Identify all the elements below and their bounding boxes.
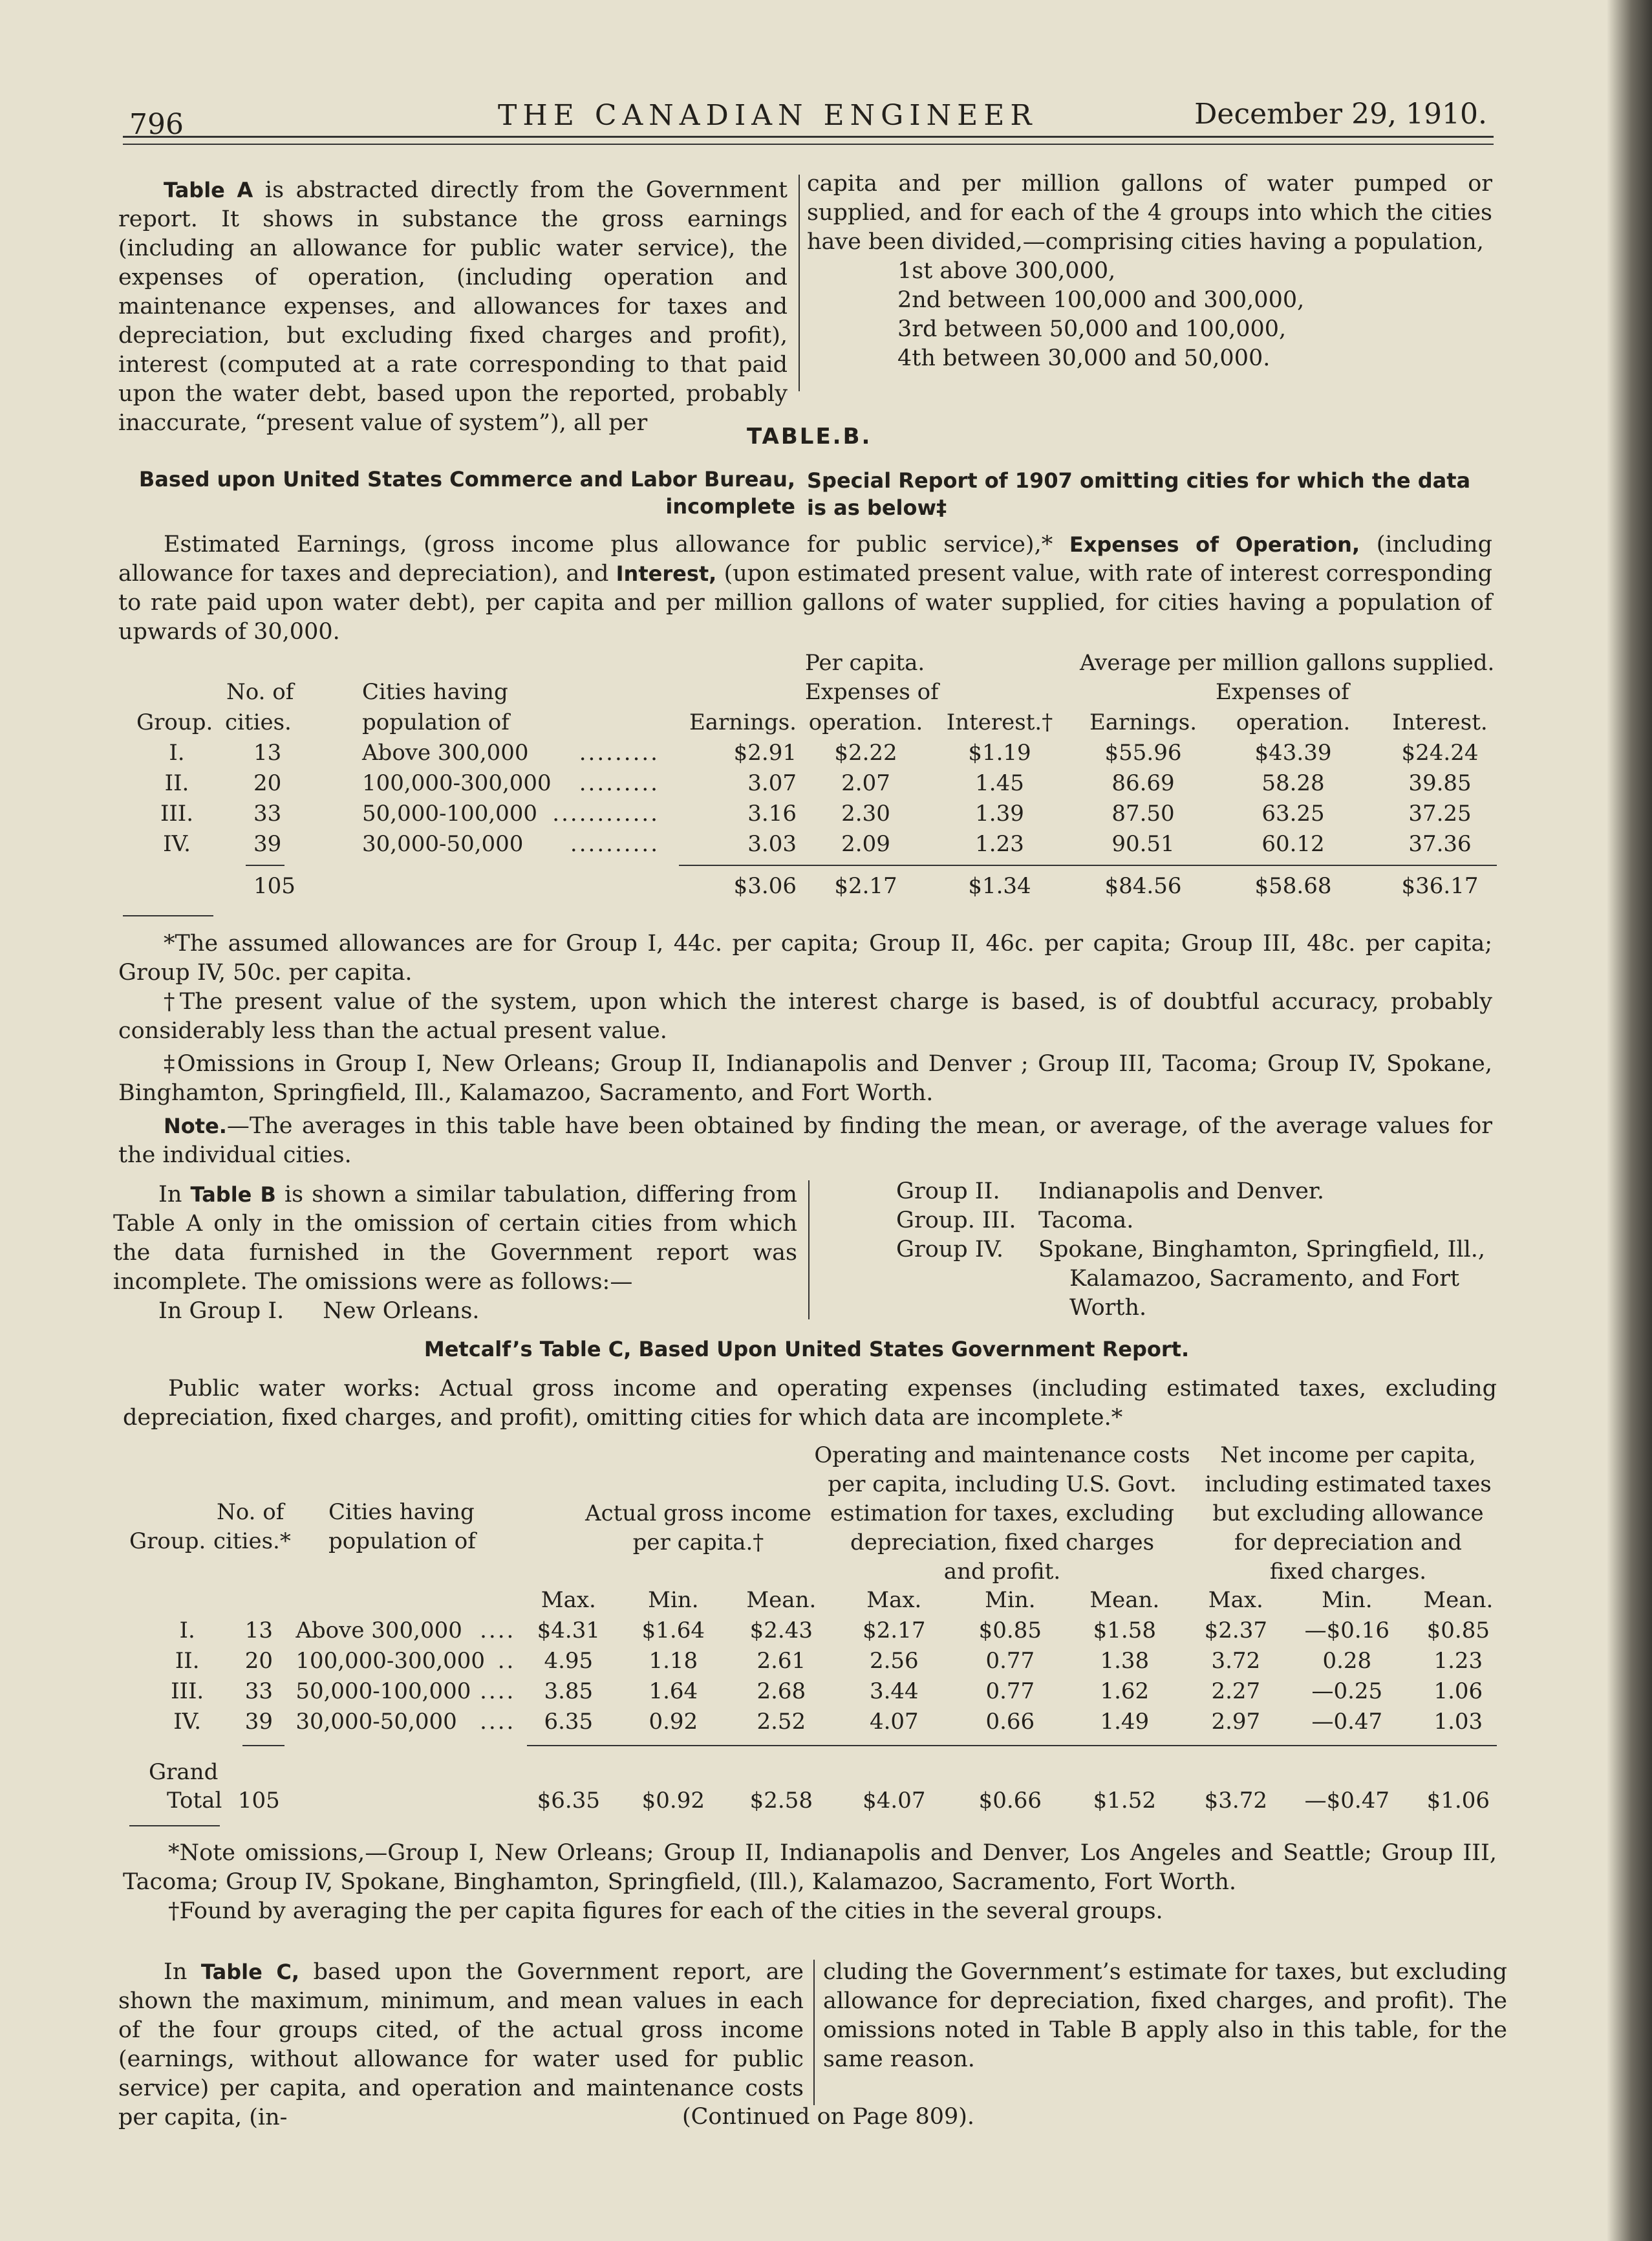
desc-bold-interest: Interest,: [616, 561, 717, 586]
omission-group-3-label: Group. III.: [896, 1207, 1016, 1233]
cell-earnings: 3.03: [747, 830, 797, 857]
closing-right-column: [823, 1958, 1507, 2074]
cell-value: 1.64: [649, 1678, 698, 1704]
cell-value: 2.27: [1211, 1678, 1261, 1704]
total-value: $0.92: [641, 1787, 705, 1813]
journal-title: THE CANADIAN ENGINEER: [498, 99, 1038, 132]
table-c-subheader-row: [149, 1585, 1510, 1615]
omission-group-1-value: New Orleans.: [323, 1298, 480, 1324]
table-row: [133, 737, 1512, 768]
total-m-operation: $58.68: [1254, 873, 1332, 899]
leader-dots: ....: [480, 1678, 516, 1704]
continued-note: (Continued on Page 809).: [682, 2104, 975, 2130]
table-b-heading: TABLE.B.: [747, 424, 872, 449]
net-income-header-1: Net income per capita,: [1220, 1442, 1476, 1468]
table-row: [149, 1706, 1510, 1737]
cell-population: Above 300,000: [295, 1617, 462, 1643]
cell-population: 50,000-100,000: [362, 800, 538, 827]
table-b-intro-b: is shown a similar tabulation, differing from Table A only in the omission of certain cities from which the data furnished in the Government report was incomplete. The omissions were as follows:—: [113, 1182, 797, 1295]
sub-max-op: Max.: [866, 1586, 922, 1613]
col-cities: cities.: [225, 709, 292, 735]
c-footnote-dagger: †Found by averaging the per capita figures for each of the cities in the several groups.: [168, 1898, 1163, 1924]
cell-value: 1.23: [1433, 1647, 1483, 1674]
total-value: $6.35: [537, 1787, 600, 1813]
op-cost-header-2: per capita, including U.S. Govt.: [828, 1471, 1177, 1497]
population-groups: [807, 257, 1492, 373]
cell-value: $2.17: [863, 1617, 926, 1643]
c-cities-rule: [242, 1745, 284, 1746]
leader-dots: ............: [552, 800, 660, 827]
desc-part-2: (including allowance for taxes and depreciation), and: [118, 532, 1493, 587]
intro-left-text: is abstracted directly from the Government report. It shows in substance the gross earnings (including an allowance for public water service), the expenses of operation, (including operation and maintenance expenses, and allowances for taxes and depreciation, but excluding fixed charges and profit), interest (computed at a rate corresponding to that paid upon the water debt, based upon the reported, probably inaccurate, “present value of system”), all per: [118, 177, 788, 436]
cell-m-operation: 58.28: [1261, 770, 1325, 796]
cell-operation: 2.09: [841, 830, 890, 857]
cell-group: II.: [175, 1647, 200, 1674]
op-cost-header-4: depreciation, fixed charges: [850, 1530, 1155, 1555]
cell-value: 2.68: [756, 1678, 806, 1704]
net-income-header-5: fixed charges.: [1269, 1559, 1427, 1585]
cell-earnings: 3.16: [747, 800, 797, 827]
cell-value: 3.72: [1211, 1647, 1261, 1674]
cell-group: III.: [160, 800, 194, 827]
cell-interest: 1.23: [975, 830, 1024, 857]
total-value: $2.58: [749, 1787, 813, 1813]
op-cost-header: [808, 1441, 1196, 1586]
population-group-3: 3rd between 50,000 and 100,000,: [897, 316, 1287, 342]
omission-group-1-label: In Group I.: [158, 1298, 284, 1324]
cell-value: 2.97: [1211, 1708, 1261, 1735]
cell-population: 30,000-50,000: [362, 830, 524, 857]
sub-min-op: Min.: [985, 1586, 1036, 1613]
cell-group: IV.: [173, 1708, 202, 1735]
total-label: Total: [167, 1787, 222, 1813]
c-no-of-header: No. of: [217, 1499, 284, 1525]
header-rule: [123, 136, 1494, 145]
table-row: [149, 1615, 1510, 1645]
cell-value: $0.85: [978, 1617, 1042, 1643]
expenses-of-header-2: Expenses of: [1216, 679, 1349, 705]
op-cost-header-5: and profit.: [943, 1559, 1061, 1585]
cell-cities: 33: [253, 800, 282, 827]
table-c-footnotes: [123, 1839, 1497, 1926]
cell-group: II.: [164, 770, 189, 796]
sub-max-gross: Max.: [541, 1586, 596, 1613]
cell-value: 4.95: [544, 1647, 594, 1674]
cell-group: III.: [171, 1678, 204, 1704]
total-m-interest: $36.17: [1401, 873, 1479, 899]
table-c-description: [123, 1374, 1497, 1433]
cell-value: 2.52: [756, 1708, 806, 1735]
cell-value: —$0.16: [1304, 1617, 1389, 1643]
table-b-intro-a: In: [158, 1182, 191, 1207]
cell-value: 6.35: [544, 1708, 594, 1735]
cell-value: 1.49: [1100, 1708, 1150, 1735]
table-row: [133, 798, 1512, 828]
cell-value: 0.92: [649, 1708, 698, 1735]
cell-value: —0.25: [1311, 1678, 1383, 1704]
intro-right-column: [807, 169, 1492, 373]
cell-m-interest: 37.36: [1408, 830, 1472, 857]
cell-value: 1.03: [1433, 1708, 1483, 1735]
table-row: [149, 1676, 1510, 1706]
c-cities-having-header: Cities having: [328, 1499, 475, 1525]
cell-value: 0.66: [985, 1708, 1035, 1735]
cell-cities: 20: [253, 770, 282, 796]
cell-value: 1.38: [1100, 1647, 1150, 1674]
cell-value: $0.85: [1426, 1617, 1490, 1643]
table-b-subtitle-right: Special Report of 1907 omitting cities for which the data is as below‡: [807, 468, 1471, 520]
cell-group: I.: [179, 1617, 195, 1643]
col-interest: Interest.†: [946, 709, 1053, 735]
cities-having-header: Cities having: [362, 679, 508, 705]
cell-value: $2.43: [749, 1617, 813, 1643]
table-row: [133, 828, 1512, 859]
omission-group-4-value-b: Kalamazoo, Sacramento, and Fort: [1069, 1266, 1460, 1292]
cell-population: 50,000-100,000: [295, 1678, 471, 1704]
cell-m-operation: 60.12: [1261, 830, 1325, 857]
cell-m-interest: 37.25: [1408, 800, 1472, 827]
population-group-1: 1st above 300,000,: [897, 258, 1116, 284]
table-c: [149, 1585, 1510, 1815]
cell-group: I.: [169, 739, 185, 766]
page-number: 796: [129, 108, 184, 141]
omission-group-3-value: Tacoma.: [1038, 1207, 1134, 1233]
cell-cities: 39: [244, 1708, 273, 1735]
cell-value: 1.18: [649, 1647, 698, 1674]
cell-cities: 33: [244, 1678, 273, 1704]
per-capita-header: Per capita.: [805, 650, 925, 676]
cell-cities: 13: [253, 739, 282, 766]
cell-earnings: $2.91: [733, 739, 797, 766]
note-label: Note.: [164, 1114, 227, 1138]
closing-left-b: based upon the Government report, are shown the maximum, minimum, and mean values in each of the four groups cited, of the actual gross income (earnings, without allowance for water used for public service) per capita, and operation and maintenance costs per capita, (in-: [118, 1959, 804, 2130]
footnote-dagger: †The present value of the system, upon which the interest charge is based, is of doubtful accuracy, probably considerably less than the actual present value.: [118, 989, 1492, 1044]
per-million-header: Average per million gallons supplied.: [1080, 650, 1495, 676]
cell-interest: 1.39: [975, 800, 1024, 827]
cell-value: $4.31: [537, 1617, 600, 1643]
cell-population: 100,000-300,000: [362, 770, 552, 796]
closing-left-a: In: [164, 1959, 201, 1985]
cell-operation: $2.22: [834, 739, 897, 766]
closing-right-text: cluding the Government’s estimate for taxes, but excluding allowance for depreciation, fixed charges, and profit). The omissions noted in Table B apply also in this table, for the same reason.: [823, 1959, 1507, 2072]
cities-total-rule: [246, 865, 284, 866]
total-value: —$0.47: [1304, 1787, 1389, 1813]
col-m-earnings: Earnings.: [1089, 709, 1197, 735]
total-value: $0.66: [978, 1787, 1042, 1813]
cell-value: 0.28: [1322, 1647, 1372, 1674]
cell-value: 1.06: [1433, 1678, 1483, 1704]
c-footnote-star: *Note omissions,—Group I, New Orleans; Group II, Indianapolis and Denver, Los Angeles and Seattle; Group III, Tacoma; Group IV, Spokane, Binghamton, Springfield, (Ill.), Kalamazoo, Sacramento, Fort Worth.: [123, 1840, 1497, 1895]
total-interest: $1.34: [968, 873, 1031, 899]
desc-bold-expenses: Expenses of Operation,: [1069, 532, 1360, 557]
sub-mean-net: Mean.: [1423, 1586, 1494, 1613]
cell-population: 30,000-50,000: [295, 1708, 457, 1735]
cell-interest: $1.19: [968, 739, 1031, 766]
total-m-earnings: $84.56: [1104, 873, 1182, 899]
col-m-operation: operation.: [1236, 709, 1351, 735]
table-grand-row: [149, 1737, 1510, 1785]
table-b-text-right: [896, 1177, 1497, 1323]
cell-m-earnings: $55.96: [1104, 739, 1182, 766]
total-value: $1.06: [1426, 1787, 1490, 1813]
cell-value: 2.61: [756, 1647, 806, 1674]
cell-interest: 1.45: [975, 770, 1024, 796]
values-total-rule: [679, 865, 1497, 866]
total-operation: $2.17: [834, 873, 897, 899]
table-row: [133, 768, 1512, 798]
running-header: [123, 94, 1494, 139]
table-b-footnotes: [118, 929, 1492, 1170]
cell-m-interest: 39.85: [1408, 770, 1472, 796]
table-b-header-row: [133, 707, 1512, 737]
cell-value: 1.62: [1100, 1678, 1150, 1704]
table-row: [149, 1645, 1510, 1676]
cell-value: $2.37: [1204, 1617, 1267, 1643]
omission-group-4-label: Group IV.: [896, 1237, 1003, 1262]
cell-m-operation: 63.25: [1261, 800, 1325, 827]
gross-income-header: [556, 1499, 841, 1557]
op-cost-header-1: Operating and maintenance costs: [814, 1442, 1190, 1468]
footnote-star: *The assumed allowances are for Group I, 44c. per capita; Group II, 46c. per capita; Group III, 48c. per capita; Group IV, 50c. per capita.: [118, 931, 1492, 986]
table-b-text-left: [113, 1180, 797, 1326]
desc-part-3: (upon estimated present value, with rate of interest corresponding to rate paid upon water debt), per capita and per million gallons of water supplied, for cities having a population of upwards of 30,000.: [118, 561, 1492, 645]
sub-max-net: Max.: [1208, 1586, 1263, 1613]
table-c-title: Metcalf’s Table C, Based Upon United States Government Report.: [424, 1337, 1190, 1361]
table-a-lead: Table A: [164, 178, 253, 202]
total-value: $3.72: [1204, 1787, 1267, 1813]
cell-operation: 2.07: [841, 770, 890, 796]
population-group-4: 4th between 30,000 and 50,000.: [897, 345, 1271, 371]
leader-dots: ..........: [570, 830, 660, 857]
cell-earnings: 3.07: [747, 770, 797, 796]
cell-m-earnings: 87.50: [1111, 800, 1175, 827]
cell-group: IV.: [163, 830, 191, 857]
no-of-header: No. of: [226, 679, 294, 705]
leader-dots: ..: [497, 1647, 516, 1674]
total-value: $4.07: [863, 1787, 926, 1813]
net-income-header-3: but excluding allowance: [1212, 1500, 1484, 1526]
cell-population: Above 300,000: [362, 739, 529, 766]
table-b-subtitle-left: Based upon United States Commerce and Labor Bureau, incomplete: [138, 467, 795, 519]
leader-dots: .........: [579, 739, 660, 766]
omission-group-2-label: Group II.: [896, 1178, 1000, 1204]
table-c-desc-text: Public water works: Actual gross income and operating expenses (including estimated taxes, excluding depreciation, fixed charges, and profit), omitting cities for which data are incomplete.*: [123, 1376, 1497, 1431]
issue-date: December 29, 1910.: [1194, 98, 1487, 131]
cell-cities: 39: [253, 830, 282, 857]
leader-dots: ....: [480, 1617, 516, 1643]
footnote-double-dagger: ‡Omissions in Group I, New Orleans; Group II, Indianapolis and Denver ; Group III, Tacoma; Group IV, Spokane, Binghamton, Springfield, Ill., Kalamazoo, Sacramento, and Fort Worth.: [118, 1051, 1492, 1106]
leader-dots: .........: [579, 770, 660, 796]
col-earnings: Earnings.: [689, 709, 797, 735]
page-spine-shadow: [1607, 0, 1652, 2241]
cell-m-operation: $43.39: [1254, 739, 1332, 766]
omission-group-4-value-c: Worth.: [1069, 1295, 1147, 1321]
total-value: $1.52: [1093, 1787, 1156, 1813]
cell-value: 0.77: [985, 1647, 1035, 1674]
column-divider: [799, 175, 800, 391]
c-cities-header: cities.*: [213, 1528, 291, 1554]
col-population: population of: [362, 709, 510, 735]
footnote-rule: [123, 915, 213, 916]
c-values-rule: [527, 1745, 1497, 1746]
closing-left-bold: Table C,: [200, 1960, 300, 1984]
table-b-intro-bold: Table B: [190, 1182, 276, 1207]
omission-group-4-value-a: Spokane, Binghamton, Springfield, Ill.,: [1038, 1237, 1486, 1262]
total-earnings: $3.06: [733, 873, 797, 899]
cell-value: $1.64: [641, 1617, 705, 1643]
table-total-row: [149, 1785, 1510, 1815]
cell-value: 3.44: [869, 1678, 919, 1704]
sub-min-gross: Min.: [648, 1586, 699, 1613]
cell-value: $1.58: [1093, 1617, 1156, 1643]
leader-dots: ....: [480, 1708, 516, 1735]
intro-right-text: capita and per million gallons of water pumped or supplied, and for each of the 4 groups into which the cities have been divided,—comprising cities having a population,: [807, 171, 1492, 255]
total-cities: 105: [253, 873, 295, 899]
cell-m-earnings: 86.69: [1111, 770, 1175, 796]
gross-income-header-1: Actual gross income: [585, 1500, 811, 1526]
cell-m-interest: $24.24: [1401, 739, 1479, 766]
cell-value: 4.07: [869, 1708, 919, 1735]
population-group-2: 2nd between 100,000 and 300,000,: [897, 287, 1305, 313]
total-cities: 105: [237, 1787, 280, 1813]
op-cost-header-3: estimation for taxes, excluding: [830, 1500, 1175, 1526]
expenses-of-header: Expenses of: [805, 679, 939, 705]
net-income-header-2: including estimated taxes: [1205, 1471, 1492, 1497]
net-income-header: [1203, 1441, 1494, 1586]
net-income-header-4: for depreciation and: [1234, 1530, 1462, 1555]
cell-cities: 20: [244, 1647, 273, 1674]
omission-group-2-value: Indianapolis and Denver.: [1038, 1178, 1324, 1204]
desc-part-1: Estimated Earnings, (gross income plus allowance for public service),*: [164, 532, 1069, 558]
table-b-description: [118, 530, 1492, 647]
column-divider-2: [808, 1180, 810, 1319]
col-group: Group.: [136, 709, 213, 735]
grand-label: Grand: [149, 1759, 219, 1785]
cell-value: —0.47: [1311, 1708, 1383, 1735]
note-text: —The averages in this table have been obtained by finding the mean, or average, of the average values for the individual cities.: [118, 1113, 1492, 1168]
column-divider-3: [813, 1960, 815, 2105]
cell-value: 2.56: [869, 1647, 919, 1674]
gross-income-header-2: per capita.†: [632, 1530, 764, 1555]
cell-value: 3.85: [544, 1678, 594, 1704]
cell-population: 100,000-300,000: [295, 1647, 486, 1674]
sub-mean-op: Mean.: [1089, 1586, 1160, 1613]
c-group-header: Group.: [129, 1528, 206, 1554]
cell-m-earnings: 90.51: [1111, 830, 1175, 857]
col-m-interest: Interest.: [1392, 709, 1488, 735]
col-operation: operation.: [808, 709, 923, 735]
cell-value: 0.77: [985, 1678, 1035, 1704]
sub-mean-gross: Mean.: [746, 1586, 817, 1613]
c-footnote-rule: [129, 1825, 220, 1826]
intro-left-column: [118, 176, 788, 438]
cell-operation: 2.30: [841, 800, 890, 827]
sub-min-net: Min.: [1322, 1586, 1373, 1613]
table-b: [133, 707, 1512, 899]
c-population-header: population of: [328, 1528, 476, 1554]
cell-cities: 13: [244, 1617, 273, 1643]
